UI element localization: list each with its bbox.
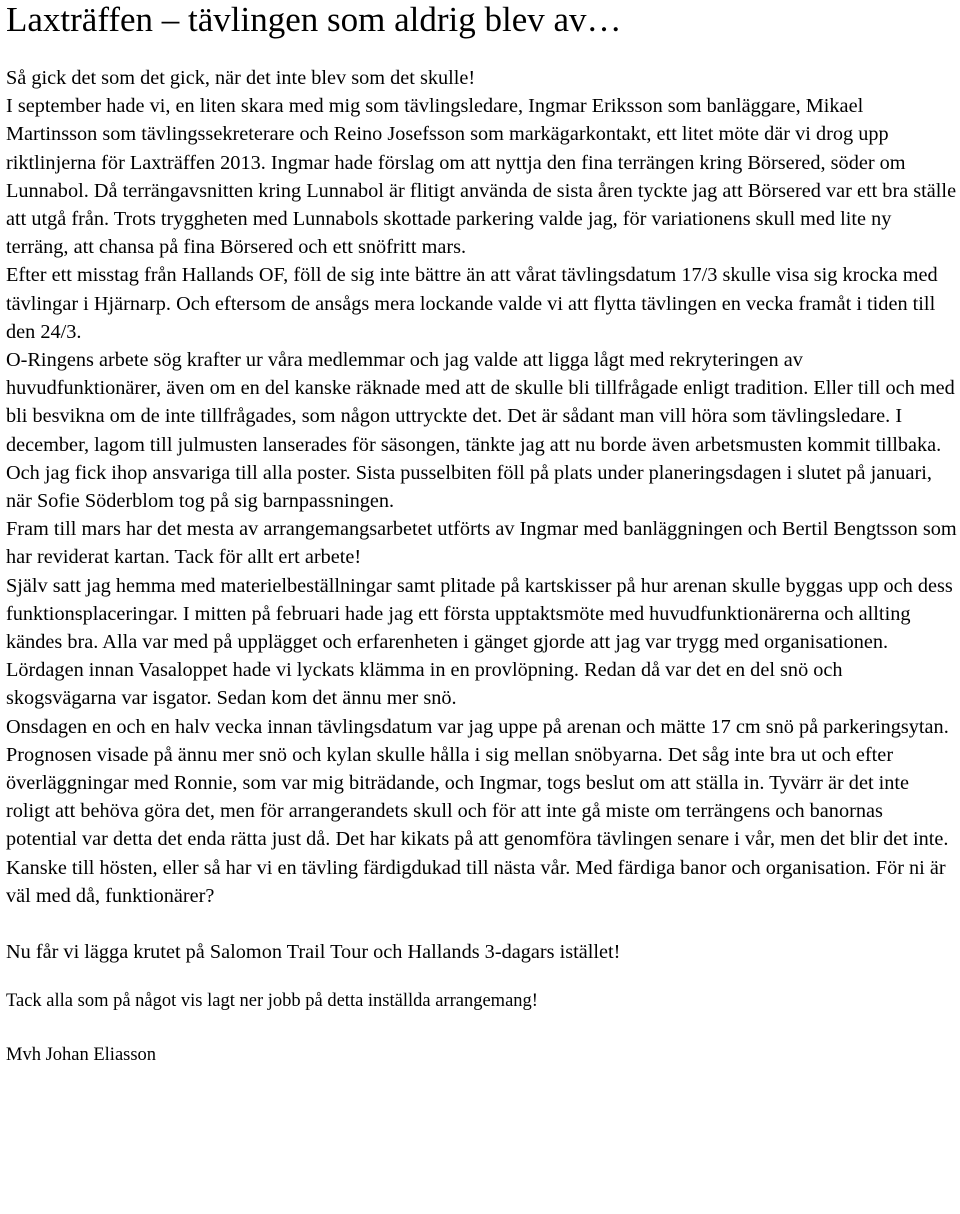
thanks-line: Tack alla som på något vis lagt ner jobb på detta inställda arrangemang!	[6, 991, 538, 1012]
spacer	[6, 966, 958, 988]
signature: Mvh Johan Eliasson	[6, 1045, 157, 1066]
paragraph-recruitment: O-Ringens arbete sög krafter ur våra medlemmar och jag valde att ligga lågt med rekryteringen av huvudfunktionärer, även om en del kanske räknade med att de skulle bli tillfrågade enligt tradition. Eller till och med bli besvikna om de inte tillfrågades, som någon uttryckte det. Det är sådant man vill höra som tävlingsledare. I december, lagom till julmusten lanserades för säsongen, tänkte jag att nu borde även arbetsmusten kommit tillbaka. Och jag fick ihop ansvariga till alla poster. Sista pusselbiten föll på plats under planeringsdagen i slutet på januari, när Sofie Söderblom tog på sig barnpassningen.	[6, 349, 955, 513]
document-page	[6, 0, 958, 1068]
paragraph-september-meeting: I september hade vi, en liten skara med mig som tävlingsledare, Ingmar Eriksson som banläggare, Mikael Martinsson som tävlingssekreterare och Reino Josefsson som markägarkontakt, ett litet möte där vi drog upp riktlinjerna för Laxträffen 2013. Ingmar hade förslag om att nyttja den fina terrängen kring Börsered, söder om Lunnabol. Då terrängavsnitten kring Lunnabol är flitigt använda de sista åren tyckte jag att Börsered var ett bra ställe att utgå från. Trots tryggheten med Lunnabols skottade parkering valde jag, för variationens skull med lite ny terräng, att chansa på fina Börsered och ett snöfritt mars.	[6, 95, 957, 259]
paragraph-date-change: Efter ett misstag från Hallands OF, föll de sig inte bättre än att vårat tävlingsdatum 17/3 skulle visa sig krocka med tävlingar i Hjärnarp. Och eftersom de ansågs mera lockande valde vi att flytta tävlingen en vecka framåt i tiden till den 24/3.	[6, 264, 938, 343]
paragraph-cancellation: Onsdagen en och en halv vecka innan tävlingsdatum var jag uppe på arenan och mätte 17 cm snö på parkeringsytan. Prognosen visade på ännu mer snö och kylan skulle hålla i sig mellan snöbyarna. Det såg inte bra ut och efter överläggningar med Ronnie, som var mig biträdande, och Ingmar, togs beslut om att ställa in. Tyvärr är det inte roligt att behöva göra det, men för arrangerandets skull och för att inte gå miste om terrängens och banornas potential var detta det enda rätta just då. Det har kikats på att genomföra tävlingen senare i vår, men det blir det inte. Kanske till hösten, eller så har vi en tävling färdigdukad till nästa vår. Med färdiga banor och organisation. För ni är väl med då, funktionärer?	[6, 715, 949, 907]
document-body	[6, 64, 958, 910]
spacer	[6, 910, 958, 938]
paragraph-intro: Så gick det som det gick, när det inte blev som det skulle!	[6, 67, 476, 89]
paragraph-preparation-work: Fram till mars har det mesta av arrangemangsarbetet utförts av Ingmar med banläggningen och Bertil Bengtsson som har reviderat kartan. Tack för allt ert arbete!	[6, 518, 957, 569]
spacer	[6, 1014, 958, 1042]
paragraph-arena-planning: Själv satt jag hemma med materielbeställningar samt plitade på kartskisser på hur arenan skulle byggas upp och dess funktionsplaceringar. I mitten på februari hade jag ett första upptaktsmöte med huvudfunktionärerna och allting kändes bra. Alla var med på upplägget och erfarenheten i gänget gjorde att jag var trygg med organisationen. Lördagen innan Vasaloppet hade vi lyckats klämma in en provlöpning. Redan då var det en del snö och skogsvägarna var isgator. Sedan kom det ännu mer snö.	[6, 574, 953, 710]
closing-line: Nu får vi lägga krutet på Salomon Trail Tour och Hallands 3-dagars istället!	[6, 941, 621, 964]
document-title: Laxträffen – tävlingen som aldrig blev av…	[6, 0, 622, 39]
